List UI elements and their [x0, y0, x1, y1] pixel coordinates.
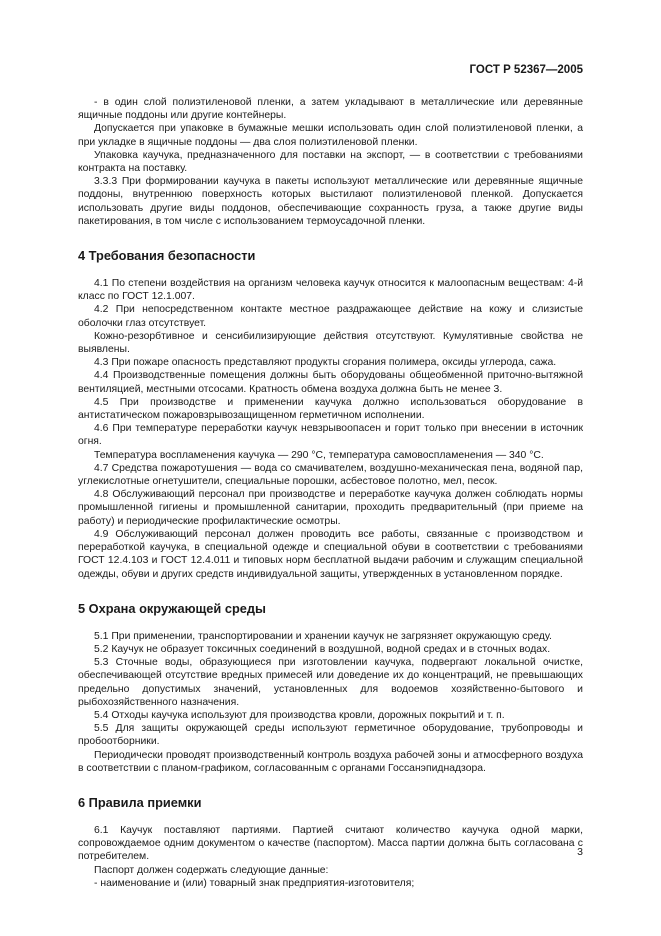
section-heading: 5 Охрана окружающей среды: [78, 600, 266, 616]
paragraph: 4.7 Средства пожаротушения — вода со смачивателем, воздушно-механическая пена, водяной пар, углекислотные огнетушители, специальные порошки, асбестовое полотно, мел, песок.: [78, 462, 583, 488]
paragraph: 3.3.3 При формировании каучука в пакеты используют металлические или деревянные ящичные поддоны, внутреннюю поверхность которых выстилают полиэтиленовой пленкой. Допускается использовать другие виды поддонов, обеспечивающие сохранность груза, а также другие виды пакетирования, в том числе с использованием термоусадочной пленки.: [78, 176, 583, 227]
paragraph: 5.3 Сточные воды, образующиеся при изготовлении каучука, подвергают локальной очистке, обеспечивающей отсутствие вредных примесей или доведение их до концентраций, не превышающих предельно допустимых значений, установленных для водоемов хозяйственно-бытового и рыбохозяйственного назначения.: [78, 657, 583, 708]
paragraph: Периодически проводят производственный контроль воздуха рабочей зоны и атмосферного воздуха в соответствии с планом-графиком, согласованным с органами Госсанэпиднадзора.: [78, 749, 583, 774]
section-heading: 6 Правила приемки: [78, 794, 202, 810]
paragraph: - наименование и (или) товарный знак предприятия-изготовителя;: [94, 877, 415, 889]
paragraph: 4.9 Обслуживающий персонал должен проводить все работы, связанные с производством и переработкой каучука, в специальной одежде и специальной обуви в соответствии с требованиями ГОСТ 12.4.103 и ГОСТ 12.4.011 и типовых норм бесплатной выдачи рабочим и служащим специальной одежды, обуви и других средств индивидуальной защиты, утвержденных в установленном порядке.: [78, 528, 583, 580]
paragraph: - в один слой полиэтиленовой пленки, а затем укладывают в металлические или деревянные ящичные поддоны или другие контейнеры.: [78, 97, 583, 122]
paragraph: 4.6 При температуре переработки каучук невзрывоопасен и горит только при внесении в источник огня.: [78, 423, 583, 448]
document-id-header: ГОСТ Р 52367—2005: [469, 64, 583, 76]
paragraph: 4.2 При непосредственном контакте местное раздражающее действие на кожу и слизистые оболочки глаз отсутствует.: [78, 304, 583, 329]
paragraph: Упаковка каучука, предназначенного для поставки на экспорт, — в соответствии с требованиями контракта на поставку.: [78, 149, 583, 175]
paragraph: 5.2 Каучук не образует токсичных соединений в воздушной, водной средах и в сточных водах.: [94, 643, 551, 655]
paragraph: Паспорт должен содержать следующие данные:: [94, 864, 329, 876]
paragraph: Допускается при упаковке в бумажные мешки использовать один слой полиэтиленовой пленки, а при укладке в ящичные поддоны — два слоя полиэтиленовой пленки.: [78, 123, 583, 148]
page-number: 3: [577, 846, 583, 858]
paragraph: 5.5 Для защиты окружающей среды используют герметичное оборудование, трубопроводы и пробоотборники.: [78, 723, 583, 748]
paragraph: 4.3 При пожаре опасность представляют продукты сгорания полимера, оксиды углерода, сажа.: [94, 357, 557, 369]
section-heading: 4 Требования безопасности: [78, 248, 256, 264]
paragraph: 4.5 При производстве и применении каучука должно использоваться оборудование в антистатическом пожаровзрывозащищенном герметичном исполнении.: [78, 396, 583, 422]
paragraph: 5.4 Отходы каучука используют для производства кровли, дорожных покрытий и т. п.: [94, 709, 505, 721]
paragraph: Температура воспламенения каучука — 290 °С, температура самовоспламенения — 340 °С.: [94, 449, 544, 461]
paragraph: 6.1 Каучук поставляют партиями. Партией считают количество каучука одной марки, сопровождаемое одним документом о качестве (паспортом). Масса партии должна быть согласована с потребителем.: [78, 824, 583, 863]
document-body: [78, 96, 583, 890]
paragraph: Кожно-резорбтивное и сенсибилизирующие действия отсутствуют. Кумулятивные свойства не выявлены.: [78, 330, 583, 356]
paragraph: 4.8 Обслуживающий персонал при производстве и переработке каучука должен соблюдать нормы промышленной гигиены и промышленной санитарии, проходить предварительный (при приеме на работу) и периодические профилактические осмотры.: [78, 489, 583, 527]
paragraph: 5.1 При применении, транспортировании и хранении каучук не загрязняет окружающую среду.: [94, 630, 552, 642]
paragraph: 4.1 По степени воздействия на организм человека каучук относится к малоопасным веществам: 4-й класс по ГОСТ 12.1.007.: [78, 278, 583, 303]
paragraph: 4.4 Производственные помещения должны быть оборудованы общеобменной приточно-вытяжной вентиляцией, местными отсосами. Кратность обмена воздуха должна быть не менее 3.: [78, 370, 583, 395]
